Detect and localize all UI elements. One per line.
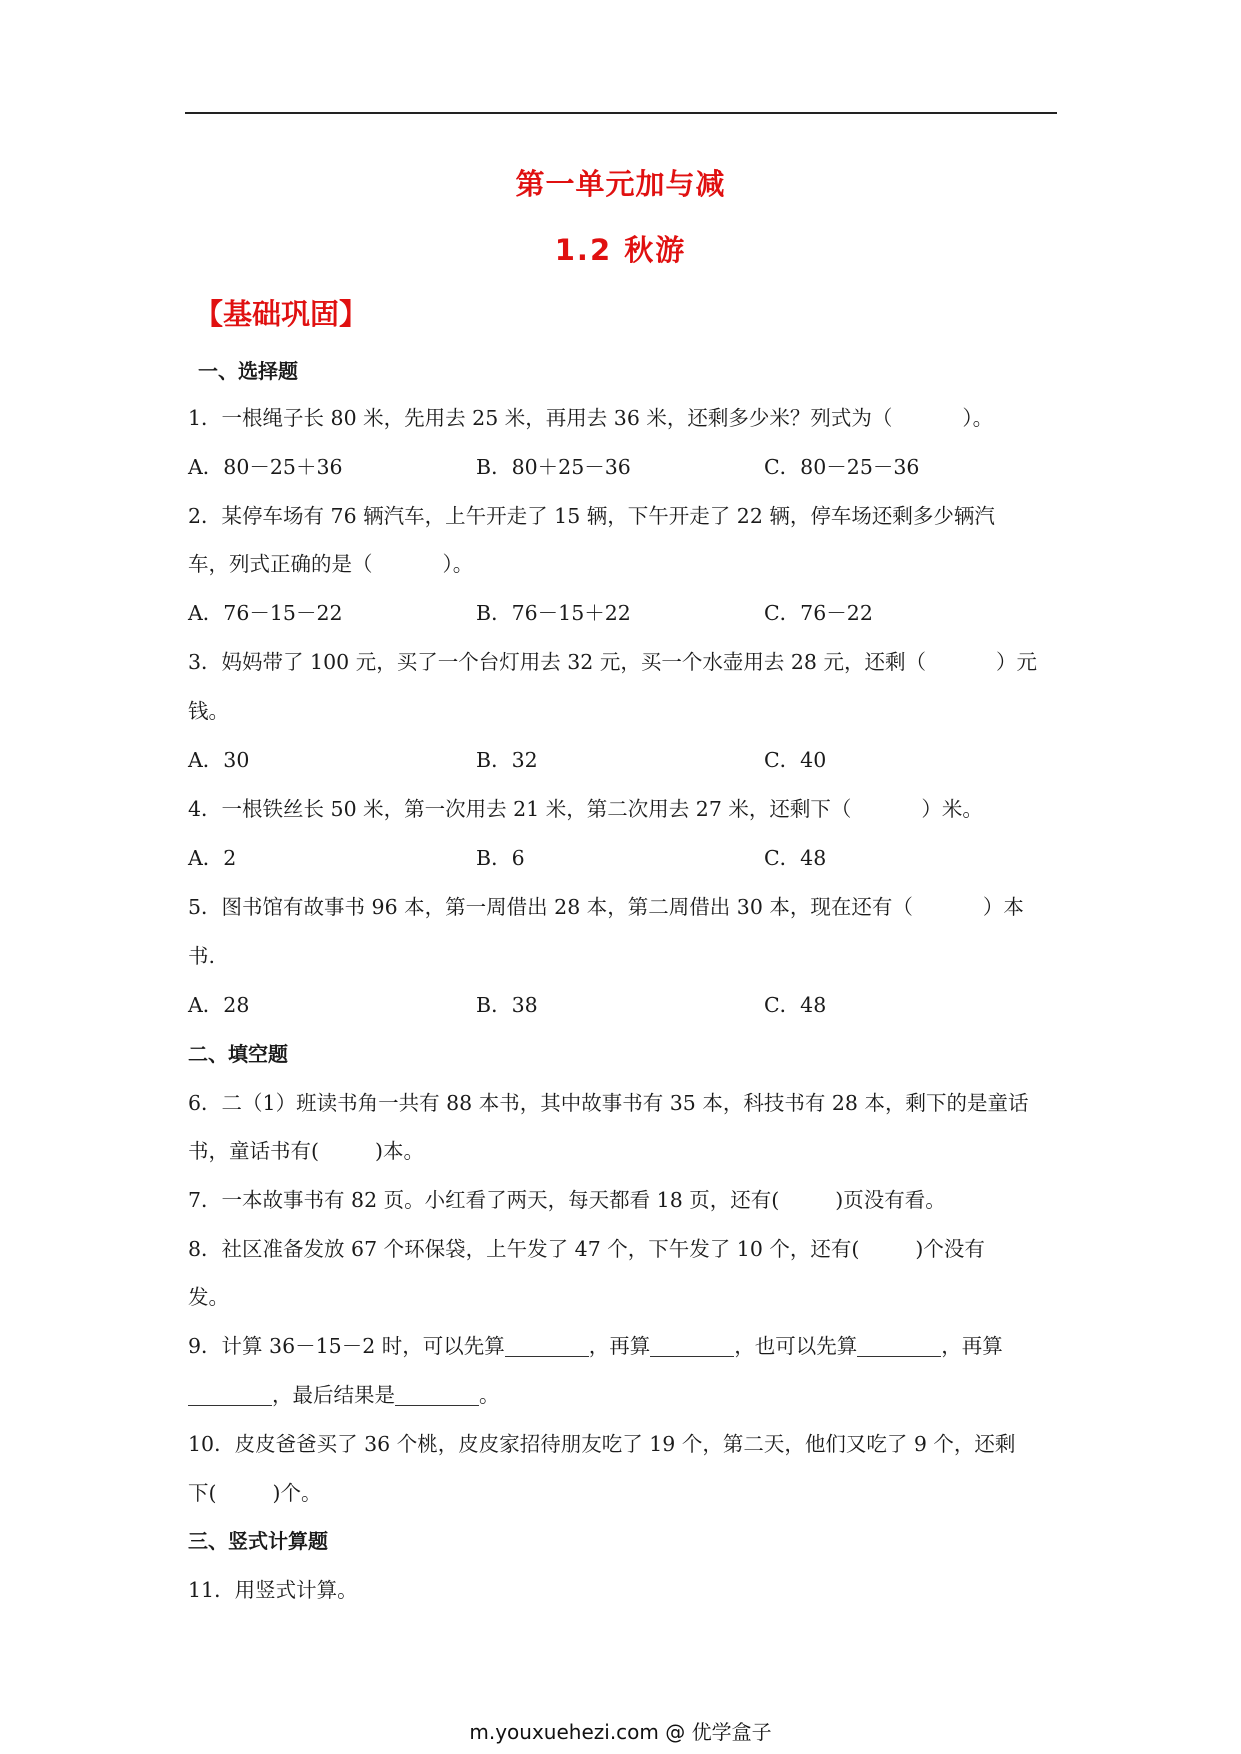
question-8-line1: 8．社区准备发放 67 个环保袋，上午发了 47 个，下午发了 10 个，还有( )个没有 [188,1237,985,1261]
footer-watermark: m.youxuehezi.com @ 优学盒子 [469,1720,772,1744]
q3-option-b: B．32 [476,748,538,772]
question-3-line1: 3．妈妈带了 100 元，买了一个台灯用去 32 元，买一个水壶用去 28 元，还剩（ ）元 [188,650,1037,674]
question-11: 11．用竖式计算。 [188,1578,358,1602]
part3-heading: 三、竖式计算题 [188,1529,328,1553]
question-2-line2: 车，列式正确的是（ ）。 [188,552,474,576]
q2-option-a: A．76－15－22 [188,601,343,625]
section-banner: 【基础巩固】 [194,297,369,331]
unit-title: 第一单元加与减 [515,167,726,201]
part1-heading: 一、选择题 [198,359,298,383]
q5-option-b: B．38 [476,993,538,1017]
question-10-line1: 10．皮皮爸爸买了 36 个桃，皮皮家招待朋友吃了 19 个，第二天，他们又吃了 9 个，还剩 [188,1432,1016,1456]
answer-blank[interactable] [857,1334,941,1357]
q2-option-b: B．76－15＋22 [476,601,631,625]
answer-blank[interactable] [650,1334,734,1357]
question-6-line1: 6．二（1）班读书角一共有 88 本书，其中故事书有 35 本，科技书有 28 本，剩下的是童话 [188,1091,1029,1115]
question-2-line1: 2．某停车场有 76 辆汽车，上午开走了 15 辆，下午开走了 22 辆，停车场还剩多少辆汽 [188,504,995,528]
question-9-line1: 9．计算 36－15－2 时，可以先算 ，再算 ，也可以先算 ，再算 [188,1334,1003,1358]
q5-option-c: C．48 [764,993,827,1017]
answer-blank[interactable] [188,1383,272,1406]
answer-blank[interactable] [395,1383,479,1406]
question-1: 1．一根绳子长 80 米，先用去 25 米，再用去 36 米，还剩多少米？列式为（ ）。 [188,406,994,430]
question-6-line2: 书，童话书有( )本。 [188,1139,424,1163]
answer-blank[interactable] [505,1334,589,1357]
q3-option-a: A．30 [188,748,250,772]
question-4: 4．一根铁丝长 50 米，第一次用去 21 米，第二次用去 27 米，还剩下（ ）米。 [188,797,983,821]
question-5-line1: 5．图书馆有故事书 96 本，第一周借出 28 本，第二周借出 30 本，现在还有（ ）本 [188,895,1024,919]
question-10-line2: 下( )个。 [188,1481,322,1505]
q4-option-c: C．48 [764,846,827,870]
header-rule [185,112,1057,114]
q4-option-b: B．6 [476,846,525,870]
q1-option-c: C．80－25－36 [764,455,920,479]
q5-option-a: A．28 [188,993,250,1017]
question-8-line2: 发。 [188,1285,229,1309]
q1-option-b: B．80＋25－36 [476,455,631,479]
question-7: 7．一本故事书有 82 页。小红看了两天，每天都看 18 页，还有( )页没有看。 [188,1188,946,1212]
q1-option-a: A．80－25＋36 [188,455,343,479]
question-5-line2: 书. [188,944,216,968]
q2-option-c: C．76－22 [764,601,873,625]
question-9-line2: ，最后结果是 。 [188,1380,500,1410]
q3-option-c: C．40 [764,748,827,772]
lesson-title: 1.2 秋游 [554,233,687,267]
q4-option-a: A．2 [188,846,237,870]
part2-heading: 二、填空题 [188,1042,288,1066]
question-3-line2: 钱。 [188,699,229,723]
